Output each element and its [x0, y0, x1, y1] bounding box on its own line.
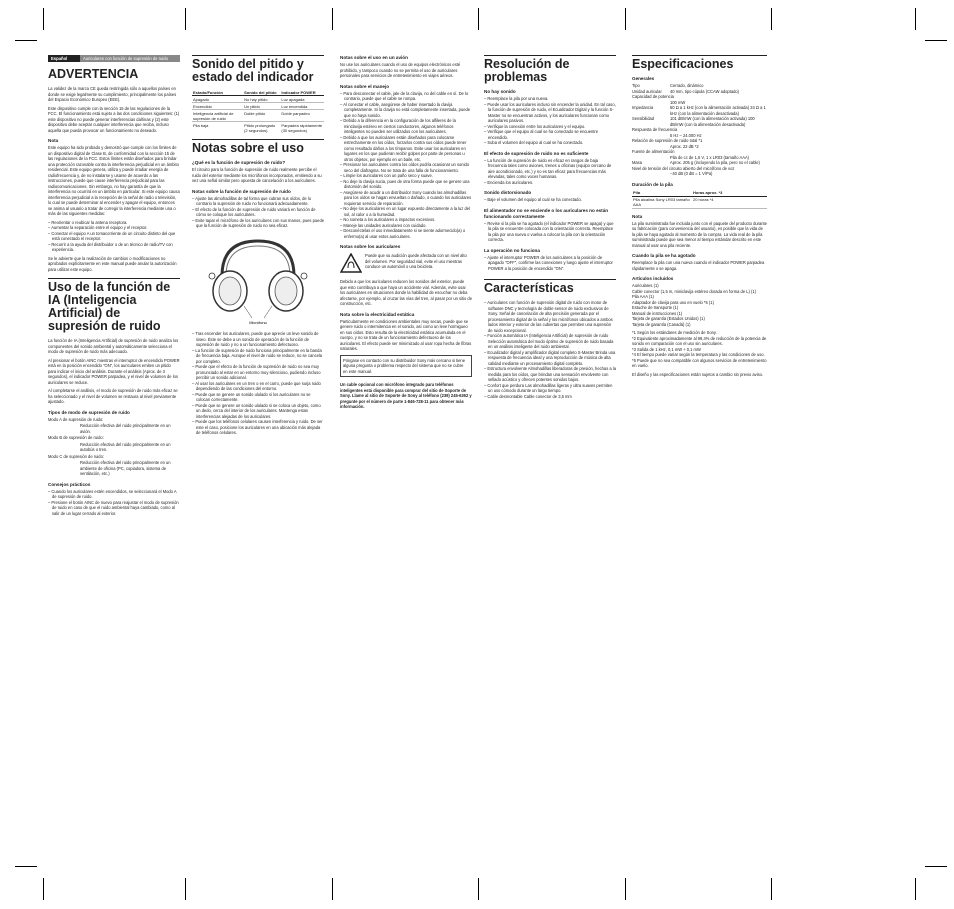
product-description: Auriculares con función de supresión de ruido	[80, 55, 180, 62]
static-paragraph: Particularmente en condiciones ambientales muy secas, puede que se genere ruido o intermitencia en el sonido, así como un leve hormigueo en sus oídos. Esto resulta de la electricidad estática acumulada en el cuerpo, y no se trata de un funcionamiento defectuoso de los auriculares. El efecto puede ser minimizado al usar ropa hecha de fibras naturales.	[340, 318, 472, 351]
beep-title: Sonido del pitido y estado del indicador	[192, 57, 314, 84]
spec-value: Cerrado, dinámico	[670, 83, 704, 88]
crop-mark	[771, 8, 772, 30]
caution-icon	[340, 253, 362, 273]
list-item: – Ajuste las almohadillas de tal forma que cubran sus oídos, de lo contrario la supresión de ruido no funcionará adecuadamente.	[192, 196, 324, 207]
modes-heading: Tipos de modo de supresión de ruido	[48, 409, 130, 415]
mic-label: Micrófono	[249, 319, 267, 325]
list-item: – Reemplace la pila por una nueva.	[484, 96, 616, 102]
table-cell: Doble pitido	[243, 110, 280, 122]
nc-notes-list	[192, 196, 324, 229]
list-item: – Cable desmontable Cable conector de 3,5 mm	[484, 394, 616, 400]
headphone-illustration	[192, 236, 324, 326]
list-item: – Reorientar o reubicar la antena receptora.	[48, 220, 180, 226]
list-item: – No someta a los auriculares a impactos excesivos.	[340, 217, 472, 223]
list-item: Adaptador de clavija para uso en vuelo *5 (1)	[632, 299, 714, 305]
crop-mark	[925, 866, 947, 867]
ai-paragraph-3: Al completarse el análisis, el modo de supresión de ruido más eficaz se ha seleccionado y el nivel de volumen se restaura al nivel previamente ajustado.	[48, 388, 178, 404]
flight-heading: Notas sobre el uso en un avión	[340, 55, 408, 60]
footnote: *3 Salida de 1 kHz, 0,1 mW + 0,1 mW	[632, 346, 701, 352]
mode-name: Modo A de supresión de ruido:	[48, 416, 104, 422]
list-item: – Aumentar la separación entre el equipo y el receptor.	[48, 225, 180, 231]
list-item: – El efecto de la función de supresión de ruido variará en función de cómo se coloque los auriculares.	[192, 207, 324, 218]
spec-key: Tipo	[632, 83, 640, 88]
list-item: – La función de supresión de ruido funciona principalmente en la banda de frecuencia baja. Aunque el nivel de ruido se reduce, no se cancela por completo.	[192, 348, 324, 365]
spec-row	[632, 127, 767, 138]
column-warning	[48, 55, 180, 519]
tips-list	[48, 489, 180, 517]
table-cell: Pila alcalina Sony LR03 tamaño AAA	[632, 196, 692, 208]
general-heading: Generales	[632, 76, 655, 81]
mode-desc: Reducción efectiva del ruido principalmente en un autobús o tren.	[80, 441, 171, 452]
spec-key: Relación de supresión de ruido total *1	[632, 138, 703, 143]
spec-value: 101 dB/mW (con la alimentación activada) 100 dB/mW (con la alimentación desactivada)	[670, 116, 755, 127]
modes-list	[48, 417, 180, 477]
language-label: Español	[48, 55, 80, 62]
table-cell: 20 horas *4	[692, 196, 767, 208]
modification-paragraph: Se le advierte que la realización de cambios o modificaciones no aprobados explícitamente en este manual puede anular la autorización para utilizar este equipo.	[48, 255, 177, 272]
included-list	[632, 283, 767, 327]
section-rule	[192, 139, 324, 140]
list-item: – Encienda los auriculares.	[484, 180, 616, 186]
power-list	[484, 221, 616, 243]
spec-row	[632, 138, 767, 149]
footnote: *4 El tiempo puede variar según la temperatura y las condiciones de uso.	[632, 352, 765, 357]
list-item: Tarjeta de garantía (Estados Unidos) (1)	[632, 316, 705, 321]
static-heading: Nota sobre la electricidad estática	[340, 311, 415, 317]
table-row	[192, 122, 324, 134]
list-item: – Estructura envolvente Almohadillas liberadoras de presión, hechas a la medida para los oídos, que brindan una sensación envolvente con sellado acústico y ofrecen potentes sonidos bajos.	[484, 366, 616, 383]
list-item: – Cuando los auriculares estén encendidos, se seleccionará el Modo A de supresión de ruido.	[48, 489, 180, 500]
spec-key: Impedancia	[632, 105, 654, 110]
battery-heading: Duración de la pila	[632, 181, 673, 187]
list-item: – Maneje las unidades auriculares con cuidado.	[340, 223, 472, 229]
list-item: – Recurrir a la ayuda del distribuidor o de un técnico de radio/TV con experiencia.	[48, 242, 180, 253]
table-header: Estado/Función	[192, 89, 243, 96]
question-paragraph: El circuito para la función de supresión de ruido realmente percibe el ruido del exterior mediante los micrófonos incorporados, emitiendo a su vez una señal similar pero opuesta de cancelación a los auriculares.	[192, 167, 322, 183]
section-rule	[48, 278, 180, 279]
crop-mark	[43, 878, 44, 900]
list-item: – Puede que los teléfonos celulares causen interferencia y ruido. De ser este el caso, posicione los auriculares en una ubicación más alejada de teléfonos celulares.	[192, 419, 324, 436]
list-item: Tarjeta de garantía (Canadá) (1)	[632, 321, 691, 327]
specs-list	[632, 83, 767, 177]
caution-text: Puede que su audición quede afectada con un nivel alto del volumen. Por seguridad vial, evite el uso mientras conduce un automóvil o una bicicleta.	[365, 253, 467, 269]
note-heading: Nota	[48, 138, 59, 143]
handling-heading: Notas sobre el manejo	[340, 83, 390, 89]
spec-value: Aprox. 22 dB *2	[670, 143, 699, 149]
list-item: Manual de instrucciones (1)	[632, 310, 683, 316]
crop-mark	[15, 40, 37, 41]
list-item: Pila AAA (1)	[632, 294, 654, 299]
battery-note-heading: Nota	[632, 213, 643, 219]
table-cell: Inteligencia artificial de supresión de ruido	[192, 110, 243, 122]
list-item: Estuche de transporte (1)	[632, 305, 679, 310]
note-paragraph: Este equipo ha sido probado y demostró que cumple con los límites de un dispositivo digital de Clase B, de conformidad con la sección 15 de las regulaciones de la FCC. Estos límites están diseñados para brindar una protección razonable contra la interferencia perjudicial en un ámbito residencial. Este equipo genera, utiliza y puede irradiar energía de radiofrecuencia y, de no instalarse y usarse de acuerdo a las instrucciones, puede que cause interferencia perjudicial para las radiocomunicaciones. Sin embargo, no hay garantía de que la interferencia no ocurrirá en un ámbito en particular. Si este equipo causa interferencia perjudicial a la recepción de la señal de radio o televisión, lo cual se puede determinar al encender y apagar el equipo, entonces se anima al usuario a tratar de corregir la interferencia mediante una o más de las siguientes medidas:	[48, 145, 180, 216]
fcc-paragraph: Este dispositivo cumple con la sección 15 de las regulaciones de la FCC. El funcionamiento está sujeto a las dos condiciones siguientes: (1) este dispositivo no puede generar interferencias dañinas y (2) este dispositivo debe aceptar cualquier interferencia que reciba, incluso aquella que pueda provocar un funcionamiento no deseado.	[48, 105, 180, 133]
column-beep	[192, 55, 324, 439]
list-item: – No deje los auriculares en un lugar expuesto directamente a la luz del sol, al calor o a la humedad.	[340, 206, 472, 217]
spec-key: Fuente de alimentación	[632, 149, 675, 154]
list-item: – Al usar los auriculares en un tren o en el carro, puede que surja ruido dependiendo de las condiciones del entorno.	[192, 381, 324, 392]
spec-key: Unidad auricular	[632, 88, 662, 94]
spec-value: Pila de cc de 1,5 V, 1 x LR03 (tamaño AAA)	[670, 154, 750, 160]
nc-effect-heading: El efecto de supresión de ruido no es suficiente	[484, 150, 589, 156]
list-item: – Función automática IA (Inteligencia Artificial) de supresión de ruido Selección automática del modo óptimo de supresión de ruido basada en un análisis inteligente del ruido ambiental.	[484, 333, 616, 350]
ai-paragraph-1: La función de IA (Inteligencia Artificial) de supresión de ruido analiza los componentes del sonido ambiental y automáticamente selecciona el modo de supresión de ruido más adecuado.	[48, 338, 179, 354]
crop-mark	[915, 878, 916, 900]
distortion-list	[484, 197, 616, 203]
list-item: – Debido a la diferencia en la configuración de los alfileres de la minclavija estéreo en ciertos conductores, algunos teléfonos inteligentes no pueden ser utilizados con los auriculares.	[340, 118, 472, 135]
table-cell: No hay pitido	[243, 96, 280, 103]
usage-title: Notas sobre el uso	[192, 141, 304, 155]
crop-mark	[332, 878, 333, 900]
list-item: – Baje el volumen del equipo al cual se ha conectado.	[484, 197, 616, 203]
section-rule	[192, 55, 324, 56]
list-item: – No deje la clavija sucia, pues de otra forma puede que se genere una distorsión del sonido.	[340, 179, 472, 190]
list-item: – Limpie los auriculares con un paño seco y suave.	[340, 173, 472, 179]
column-notes	[340, 55, 472, 413]
nc-effect-list	[484, 158, 616, 186]
ce-paragraph: La validez de la marca CE queda restringida sólo a aquellos países en donde se exige legalmente su cumplimiento, principalmente los países del Espacio Económico Europeo (EEE).	[48, 86, 177, 102]
spec-row	[632, 94, 767, 105]
mode-desc: Reducción efectiva del ruido principalmente en un avión.	[80, 423, 171, 434]
table-cell: Un pitido	[243, 103, 280, 110]
list-item: – La función de supresión de ruido es eficaz en rangos de baja frecuencia tales como aviones, trenes u oficinas (equipo cercano de aire acondicionado, etc.) y no es tan eficaz para frecuencias más elevadas, tales como voces humanas.	[484, 158, 616, 180]
operation-list	[484, 255, 616, 272]
table-header: Pila	[632, 190, 692, 197]
battery-table	[632, 190, 767, 209]
list-item: Auriculares (1)	[632, 283, 659, 288]
list-item: – Auriculares con función de supresión digital de ruido con motor de software DNC y tecnología de doble sensor de ruido exclusivos de Sony. Señal de cancelación de alta precisión generada por el procesamiento digital de la señal y los micrófonos ubicados a ambos lados interior y exterior de las cubiertas que permiten una supresión de ruido excepcional.	[484, 300, 616, 333]
list-item: – Verifique que el equipo al cual se ha conectado se encuentre encendido.	[484, 129, 616, 140]
footnotes	[632, 330, 767, 369]
headphones-notes-heading: Notas sobre los auriculares	[340, 244, 401, 249]
traffic-paragraph: Debido a que los auriculares reducen los sonidos del exterior, puede que esto contribuya a que haya un accidente vial. Además, evite usar los auriculares en situaciones donde la habilidad de escuchar no deba afectarse, por ejemplo, al cruzar las vías del tren, al pasar por un sitio de construcción, etc.	[340, 279, 472, 306]
included-heading: Artículos incluidos	[632, 276, 674, 281]
crop-mark	[15, 866, 37, 867]
table-row	[192, 110, 324, 122]
warning-title: ADVERTENCIA	[48, 67, 139, 81]
spec-value: Aprox. 205 g (incluyendo la pila, pero no el cable)	[670, 160, 760, 165]
crop-mark	[43, 8, 44, 30]
no-sound-heading: No hay sonido	[484, 89, 516, 94]
features-title: Características	[484, 281, 574, 295]
beep-table	[192, 89, 324, 133]
spec-row	[632, 166, 767, 177]
section-rule	[484, 55, 616, 56]
mode-name: Modo C de supresión de ruido:	[48, 453, 104, 459]
spec-value: 100 mW	[670, 99, 686, 105]
crop-mark	[332, 8, 333, 30]
battery-depleted-heading: Cuando la pila se ha agotado	[632, 253, 696, 258]
list-item: – Puede que se genere un sonido ululado si los auriculares no se colocan correctamente.	[192, 392, 324, 403]
list-item: – Conectar el equipo A un tomacorriente de un circuito distinto del que está conectado el receptor.	[48, 231, 180, 242]
crop-mark	[771, 878, 772, 900]
list-item: – Revise si la pila se ha agotado (el indicador POWER se apaga) y que la pila se encuentre colocada con la orientación correcta. Reemplace la pila por una nueva o vuelva a colocar la pila con la orientación correcta.	[484, 221, 616, 243]
table-cell: Luz encendida	[280, 103, 324, 110]
list-item: – Al conectar el cable, asegúrese de haber insertado la clavija completamente. Si la clavija no está completamente insertada, puede que no haya sonido.	[340, 102, 472, 119]
battery-note: La pila suministrada fue incluida junto con el paquete del producto durante su fabricación (para conveniencia del usuario), es posible que la vida de la pila se haya agotado al momento de la compra. La vida real de la pila suministrada puede que sea menor al tiempo estándar descrito en este manual al usar una pila reciente.	[632, 220, 767, 248]
list-item: – Tras encender los auriculares, puede que aprecie un leve sonido de siseo. Éste se debe a un sonido de operación de la función de supresión de ruido y no a un funcionamiento defectuoso.	[192, 331, 324, 348]
battery-depleted-text: Reemplace la pila con una nueva cuando el indicador POWER parpadea rápidamente o se apaga.	[632, 260, 765, 271]
list-item: – Presionar los auriculares contra los oídos podría ocasionar un sonido seco del diafragma. No se trata de una falla de funcionamiento.	[340, 162, 472, 173]
crop-mark	[185, 8, 186, 30]
crop-mark	[625, 878, 626, 900]
distortion-heading: Sonido distorsionado	[484, 190, 532, 195]
cable-info: Un cable opcional con micrófono integrado para teléfonos inteligentes está disponible para comprar del sitio de Soporte de Sony. Llame al sitio de Soporte de Sony al teléfono (239) 245-6362 y pregunte por el número de parte 1-846-728-11 para obtener más información.	[340, 382, 472, 409]
crop-mark	[925, 40, 947, 41]
table-header: Sonido del pitido	[243, 89, 280, 96]
list-item: – Desconéctelas el uso inmediatamente si se siente adormecido(a) o enfermo(a) al usar estos auriculares.	[340, 228, 472, 239]
table-row	[192, 103, 324, 110]
operation-heading: La operación no funciona	[484, 247, 540, 253]
list-item: – Asegúrese de acudir a un distribuidor Sony cuando las almohadillas para los oídos se hagan envueltas o dañado, o cuando los auriculares requieran servicio de reparación.	[340, 190, 472, 207]
mode-name: Modo B de supresión de ruido:	[48, 435, 104, 440]
list-item: – Confort que perdura Las almohadillas ligeras y ultra suaves permiten un uso cómodo durante un largo tiempo.	[484, 383, 616, 394]
table-cell: Apagado	[192, 96, 243, 103]
spec-key: Nivel de tensión del circuito abierto del micrófono de voz	[632, 165, 735, 171]
nc-notes-heading: Notas sobre la función de supresión de ruido	[192, 188, 291, 194]
final-note: El diseño y las especificaciones están sujetos a cambio sin previo aviso.	[632, 371, 764, 377]
language-tab	[48, 55, 180, 62]
list-item: – Puede usar los auriculares incluso sin encender la unidad. En tal caso, la función de supresión de ruido, el Ecualizador Digital y la función S-Master no se encuentran activos, y los auriculares funcionan como auriculares pasivos.	[484, 102, 616, 124]
table-cell: Luz apagada	[280, 96, 324, 103]
question-heading: ¿Qué es la función de supresión de ruido?	[192, 160, 286, 165]
troubleshooting-title: Resolución de problemas	[484, 57, 570, 84]
column-specs	[632, 55, 767, 380]
table-cell: Doble parpadeo	[280, 110, 324, 122]
spec-value: −40 dB (0 dB = 1 V/Pa)	[670, 171, 713, 176]
list-item: – Ecualizador digital y amplificador digital completo S-Master Brinda una respuesta de frecuencia ideal y una reproducción de música de alta calidad mediante un procesamiento digital completo.	[484, 350, 616, 367]
tips-heading: Consejos prácticos	[48, 481, 91, 487]
spec-key: Masa	[632, 160, 643, 165]
section-rule	[632, 55, 767, 56]
list-item: – Evite tapar el micrófono de los auriculares con sus manos, pues puede que la función de supresión de ruido no sea eficaz.	[192, 218, 324, 229]
spec-value: 5 Hz – 24.000 Hz	[670, 132, 702, 138]
no-sound-list	[484, 96, 616, 146]
list-item: – Presione el botón AINC de nuevo para reajustar el modo de supresión de ruido en caso de que el ruido ambiental haya cambiado, como al salir de un lugar cerrado al exterior.	[48, 500, 180, 517]
section-rule	[484, 279, 616, 280]
list-item: – Puede que se genere un sonido ululado si se coloca un objeto, como un dedo, cerca del interior de los auriculares. Mantenga estas interferencias alejadas de los auriculares.	[192, 403, 324, 420]
list-item: – Debido a que los auriculares están diseñados para colocarse estrechamente en los oídos, forzarlos contra sus oídos puede tener como resultado daños a los tímpanos. Evite usar los auriculares en lugares en los que pudieran recibir golpes por parte de personas u otros objetos, por ejemplo en un baile, etc.	[340, 135, 472, 163]
list-item: – Ajuste el interruptor POWER de los auriculares a la posición de apagado "OFF", confirme las conexiones y luego ajuste el interruptor POWER a la posición de encendido "ON".	[484, 255, 616, 272]
crop-mark	[478, 878, 479, 900]
crop-mark	[915, 8, 916, 30]
spec-value: 50 Ω a 1 kHz (con la alimentación activada) 24 Ω a 1 kHz (con la alimentación desactivada)	[670, 105, 766, 116]
table-header: Indicador POWER	[280, 89, 324, 96]
table-cell: Pitido prolongado (2 segundos)	[244, 122, 276, 133]
footnote: *5 Puede que no sea compatible con algunos servicios de entretenimiento en vuelo.	[632, 357, 767, 368]
mode-desc: Reducción efectiva del ruido principalmente en un ambiente de oficina (PC, copiadora, sistema de ventilación, etc.)	[80, 460, 171, 476]
list-item: – Verifique la conexión entre los auriculares y el equipo.	[484, 124, 616, 130]
spec-key: Respuesta de frecuencia	[632, 127, 678, 132]
specs-title: Especificaciones	[632, 57, 734, 71]
crop-mark	[185, 878, 186, 900]
ai-paragraph-2: Al presionar el botón AINC mientras el interruptor de encendido POWER está en la posición encendido "ON", los auriculares emiten un pitido para indicar el inicio del análisis. Durante el análisis (Aprox. de 3 segundos), el indicador POWER parpadea, y el nivel de volumen de los auriculares se reduce.	[48, 357, 180, 385]
crop-mark	[478, 8, 479, 30]
list-item: – Puede que el efecto de la función de supresión de ruido no sea muy pronunciado al estar en un entorno muy silencioso, pudiendo incluso percibir un sonido adicional.	[192, 364, 324, 381]
crop-mark	[625, 8, 626, 30]
list-item: – Suba el volumen del equipo al cual se ha conectado.	[484, 140, 616, 146]
table-header: Horas aprox. *3	[692, 190, 767, 197]
list-item: Cable conector (1,5 m, miniclavija estéreo dorada en forma de L) (1)	[632, 288, 757, 294]
table-cell: Pila baja	[193, 122, 209, 128]
table-cell: Parpadea rápidamente (30 segundos)	[281, 122, 323, 133]
spec-key: Capacidad de potencia	[632, 94, 674, 99]
spec-row	[632, 149, 767, 160]
spec-row	[632, 105, 767, 116]
measures-list	[48, 220, 180, 253]
flight-paragraph: No use los auriculares cuando el uso de equipos electrónicos esté prohibido, y tampoco cuando no se permita el uso de auriculares personales para servicios de entretenimiento en viajes aéreos.	[340, 62, 461, 78]
table-row	[192, 96, 324, 103]
footnote: *1 Según los estándares de medición de Sony.	[632, 330, 717, 335]
list-item: – Para desconectar el cable, jale de la clavija, no del cable en sí. De lo contrario, puede que el cable se rompa.	[340, 91, 472, 102]
spec-row	[632, 116, 767, 127]
nc-notes-list-2	[192, 331, 324, 436]
ai-section-title: Uso de la función de IA (Inteligencia Artificial) de supresión de ruido	[48, 280, 171, 333]
contact-text: Póngase en contacto con su distribuidor Sony más cercano si tiene alguna pregunta o problema respecto del sistema que no se cubre en este manual.	[343, 357, 465, 374]
column-troubleshooting	[484, 55, 616, 402]
contact-box	[340, 355, 472, 378]
spec-key: Sensibilidad	[632, 116, 655, 121]
features-list	[484, 300, 616, 399]
caution-block	[340, 253, 472, 273]
spec-value: 40 mm, tipo cúpula (CCAW adoptado)	[670, 88, 740, 94]
power-heading: El alimentador no se enciende o los auriculares no están funcionando correctamente	[484, 207, 609, 219]
footnote: *2 Equivalente aproximadamente al 99,4% de reducción de la potencia de sonido en comparación con el uso sin auriculares.	[632, 335, 767, 346]
table-cell: Encendido	[192, 103, 243, 110]
handling-list	[340, 91, 472, 240]
table-row	[632, 196, 767, 208]
